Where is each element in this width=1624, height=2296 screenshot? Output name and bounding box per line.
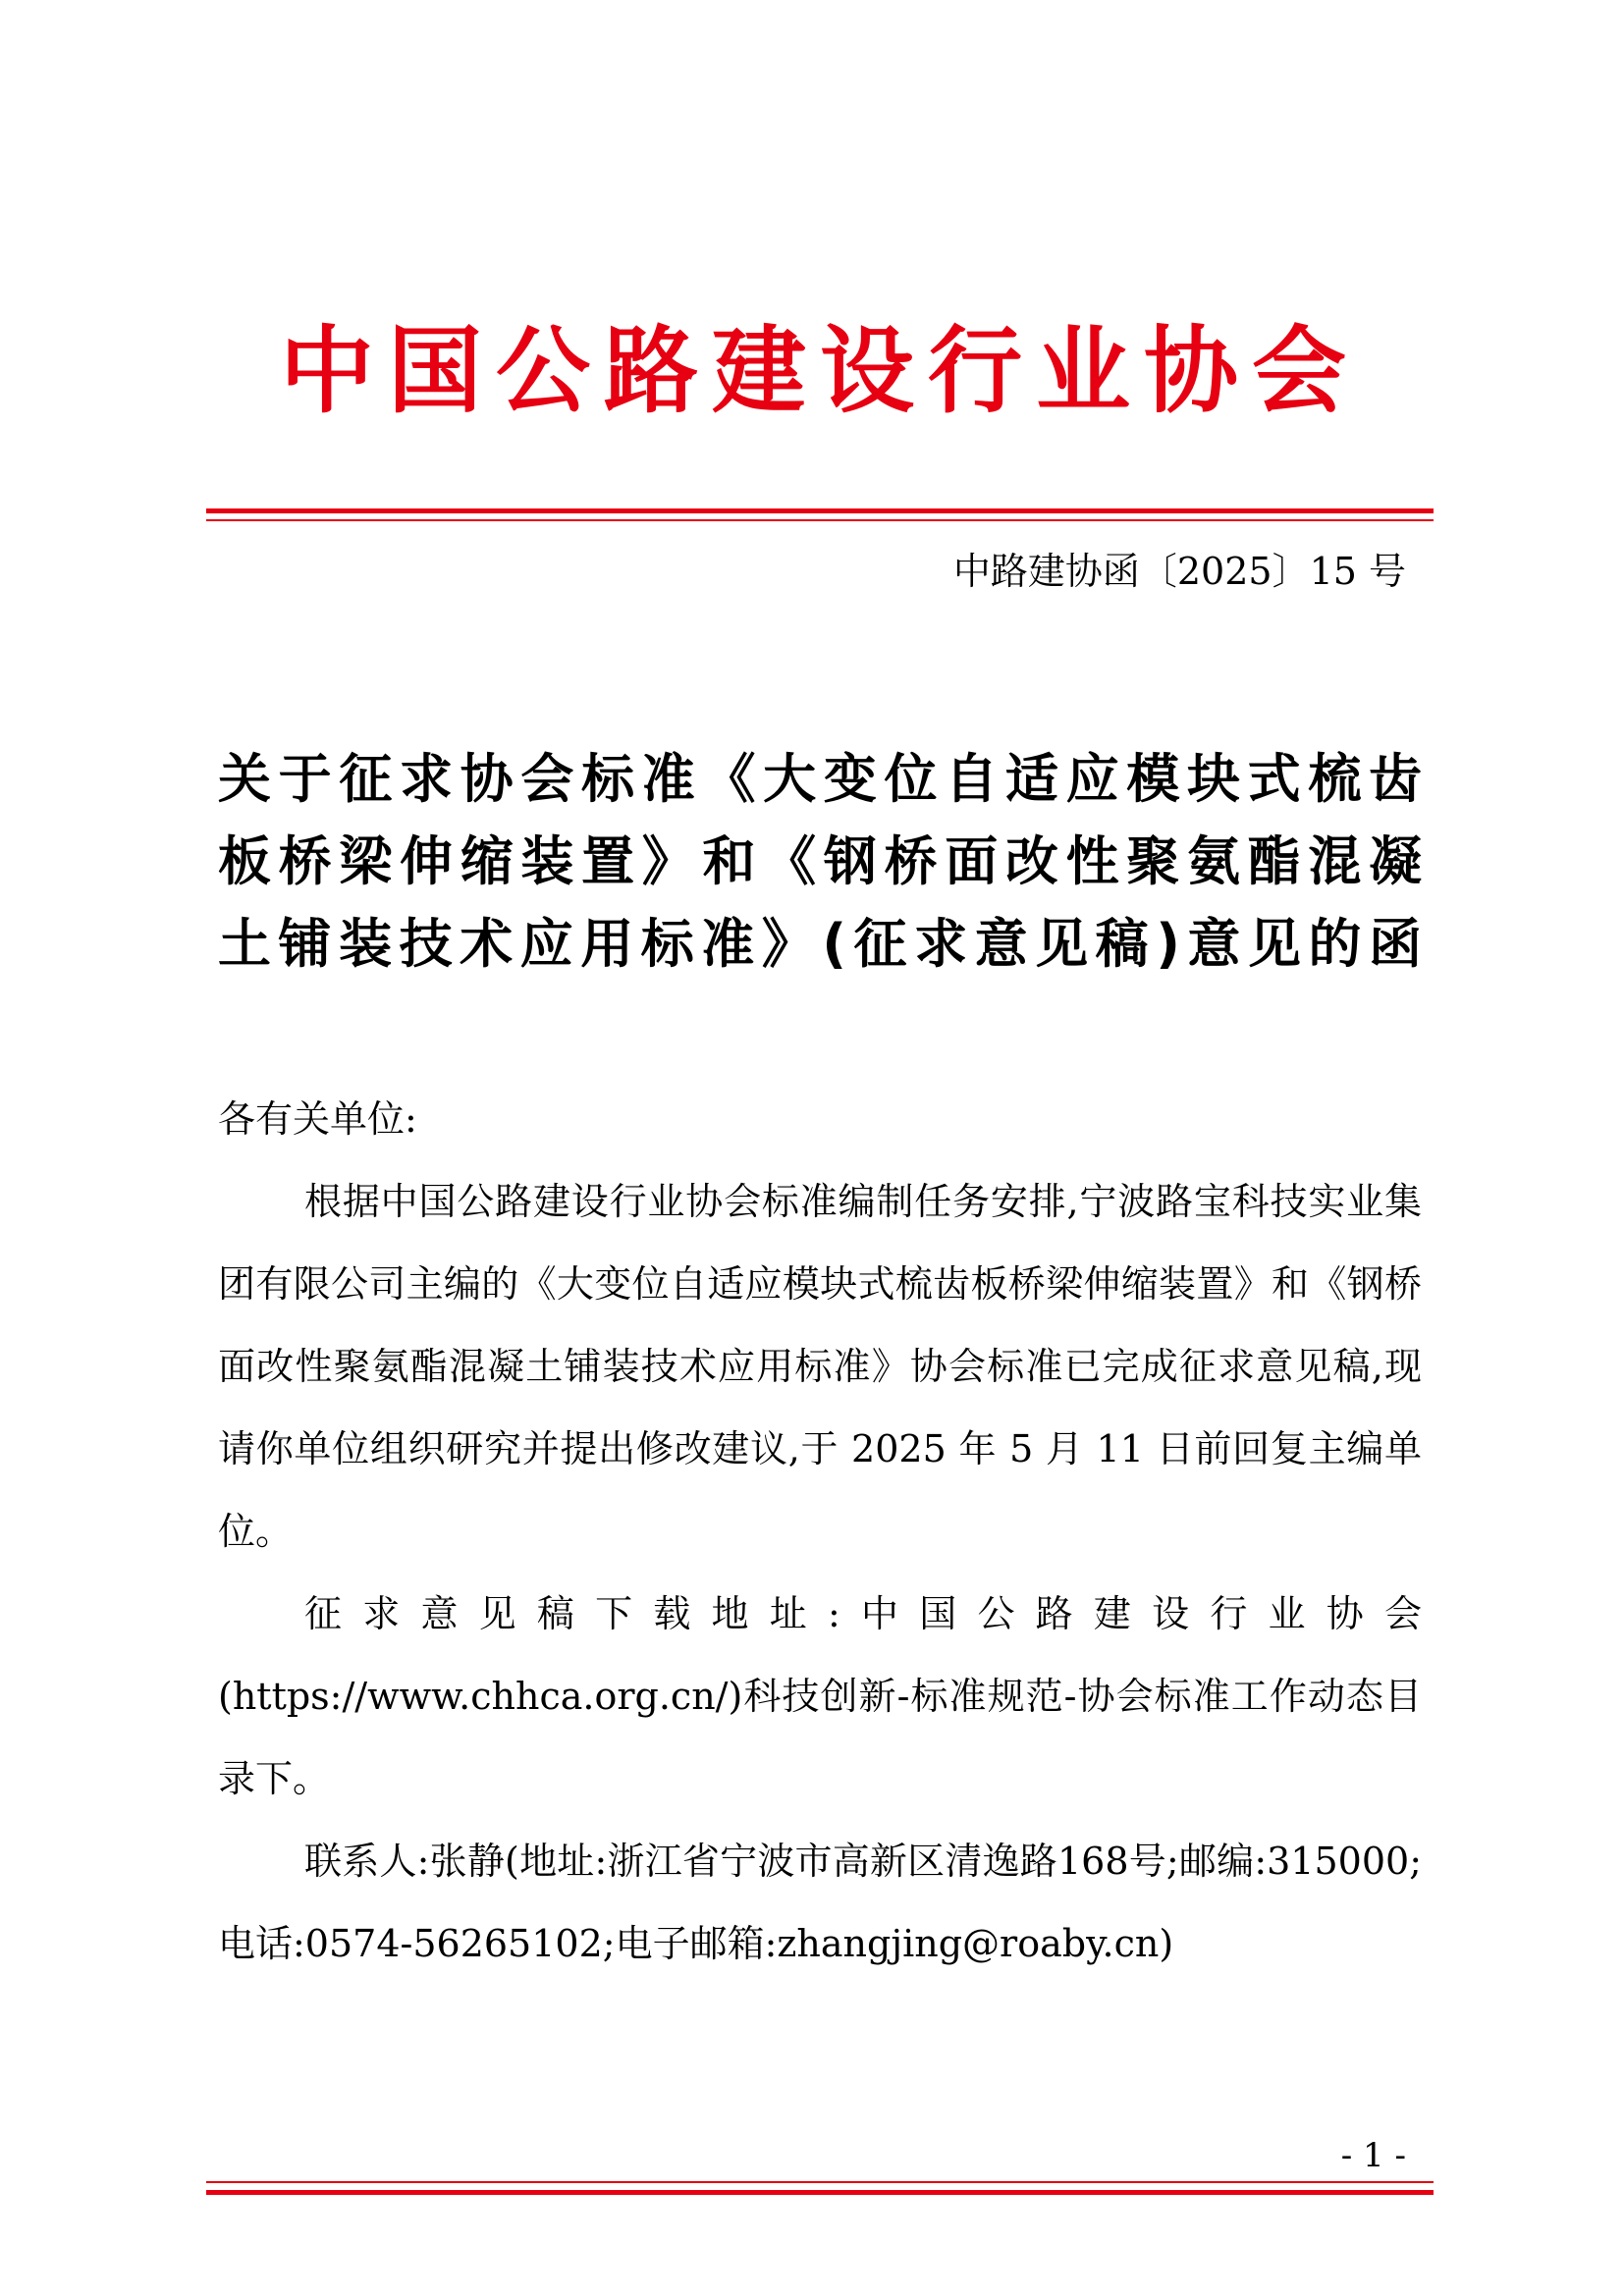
page-number: - 1 - [1340,2136,1406,2175]
body-paragraph: 征求意见稿下载地址:中国公路建设行业协会(https://www.chhca.org.cn/)科技创新-标准规范-协会标准工作动态目录下。 [218,1592,1422,1800]
footer-rule-thick [206,2190,1434,2195]
body-paragraph: 根据中国公路建设行业协会标准编制任务安排,宁波路宝科技实业集团有限公司主编的《大变位自适应模块式梳齿板桥梁伸缩装置》和《钢桥面改性聚氨酯混凝土铺装技术应用标准》协会标准已完成征求意见稿,现请你单位组织研究并提出修改建议,于 2025 年 5 月 11 日前回复主编单位。 [218,1180,1422,1553]
title-line: 土铺装技术应用标准》(征求意见稿)意见的函 [218,913,1422,975]
document-number: 中路建协函〔2025〕15 号 [952,550,1406,593]
org-letterhead-title: 中国公路建设行业协会 [280,316,1360,426]
salutation: 各有关单位: [218,1097,417,1141]
footer-rule-thin [206,2181,1434,2183]
header-rule-thin [206,519,1434,521]
body-paragraph: 联系人:张静(地址:浙江省宁波市高新区清逸路168号;邮编:315000;电话:0574-56265102;电子邮箱:zhangjing@roaby.cn) [218,1840,1422,1965]
document-title [218,738,1422,986]
title-line: 板桥梁伸缩装置》和《钢桥面改性聚氨酯混凝 [218,830,1422,892]
title-line: 关于征求协会标准《大变位自适应模块式梳齿 [218,748,1422,810]
header-rule-thick [206,508,1434,513]
document-body [218,1078,1422,1985]
